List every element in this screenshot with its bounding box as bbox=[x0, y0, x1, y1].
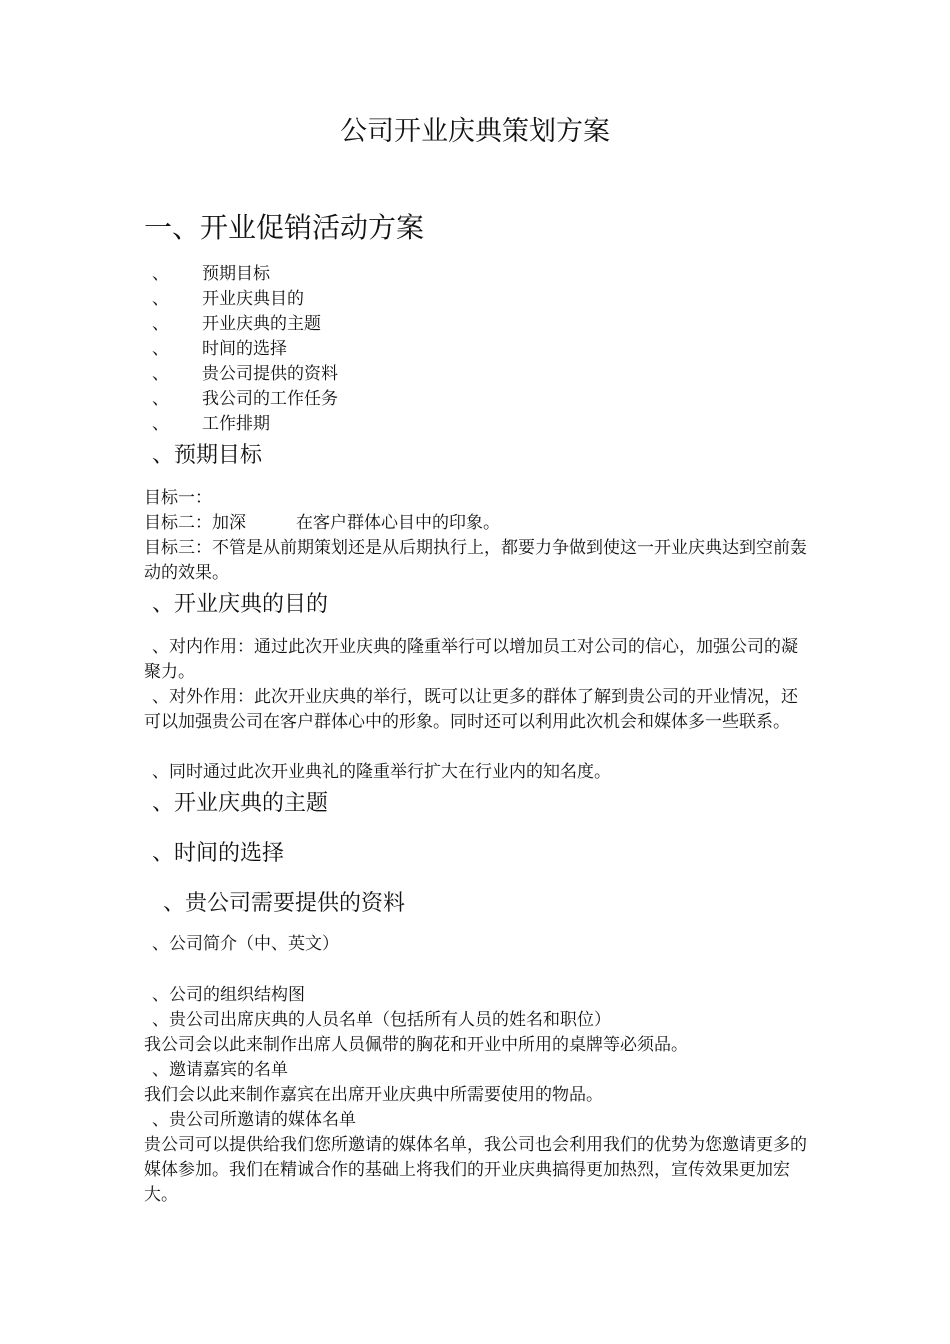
material-item: 、贵公司所邀请的媒体名单 bbox=[152, 1110, 356, 1130]
material-note: 我公司会以此来制作出席人员佩带的胸花和开业中所用的桌牌等必须品。 bbox=[144, 1035, 688, 1055]
section-heading: 一、开业促销活动方案 bbox=[144, 211, 425, 244]
goals-heading: 、预期目标 bbox=[152, 443, 263, 468]
outline-item-label: 预期目标 bbox=[202, 264, 270, 284]
goal-one: 目标一： bbox=[144, 488, 212, 508]
outline-item-label: 工作排期 bbox=[202, 414, 270, 434]
time-heading: 、时间的选择 bbox=[152, 841, 285, 866]
material-item: 、公司简介（中、英文） bbox=[152, 934, 339, 954]
outline-item: 、 贵公司提供的资料 bbox=[152, 364, 338, 384]
outline-list bbox=[152, 262, 338, 437]
outline-item: 、 开业庆典目的 bbox=[152, 289, 304, 309]
material-item: 、贵公司出席庆典的人员名单（包括所有人员的姓名和职位） bbox=[152, 1010, 611, 1030]
outline-item: 、 预期目标 bbox=[152, 264, 270, 284]
outline-item: 、 我公司的工作任务 bbox=[152, 389, 338, 409]
outline-item-label: 我公司的工作任务 bbox=[202, 389, 338, 409]
outline-item: 、 开业庆典的主题 bbox=[152, 314, 321, 334]
outline-item: 、 时间的选择 bbox=[152, 339, 287, 359]
purpose-internal: 、对内作用：通过此次开业庆典的隆重举行可以增加员工对公司的信心，加强公司的凝聚力。 bbox=[144, 637, 798, 682]
materials-heading: 、贵公司需要提供的资料 bbox=[163, 891, 406, 916]
goal-three: 目标三：不管是从前期策划还是从后期执行上，都要力争做到使这一开业庆典达到空前轰动的效果。 bbox=[144, 538, 807, 583]
material-item: 、邀请嘉宾的名单 bbox=[152, 1060, 288, 1080]
outline-item-label: 开业庆典的主题 bbox=[202, 314, 321, 334]
outline-item-label: 贵公司提供的资料 bbox=[202, 364, 338, 384]
goal-two: 目标二：加深 在客户群体心目中的印象。 bbox=[144, 513, 500, 533]
document-title: 公司开业庆典策划方案 bbox=[340, 116, 610, 147]
material-item: 、公司的组织结构图 bbox=[152, 985, 305, 1005]
outline-item: 、 工作排期 bbox=[152, 414, 270, 434]
purpose-reputation: 、同时通过此次开业典礼的隆重举行扩大在行业内的知名度。 bbox=[152, 762, 611, 782]
material-note: 我们会以此来制作嘉宾在出席开业庆典中所需要使用的物品。 bbox=[144, 1085, 603, 1105]
theme-heading: 、开业庆典的主题 bbox=[152, 791, 329, 816]
outline-item-label: 时间的选择 bbox=[202, 339, 287, 359]
purpose-heading: 、开业庆典的目的 bbox=[152, 592, 329, 617]
outline-item-label: 开业庆典目的 bbox=[202, 289, 304, 309]
purpose-external: 、对外作用：此次开业庆典的举行，既可以让更多的群体了解到贵公司的开业情况，还可以加强贵公司在客户群体心中的形象。同时还可以利用此次机会和媒体多一些联系。 bbox=[144, 687, 798, 732]
material-note: 贵公司可以提供给我们您所邀请的媒体名单，我公司也会利用我们的优势为您邀请更多的媒体参加。我们在精诚合作的基础上将我们的开业庆典搞得更加热烈，宣传效果更加宏大。 bbox=[144, 1135, 807, 1205]
